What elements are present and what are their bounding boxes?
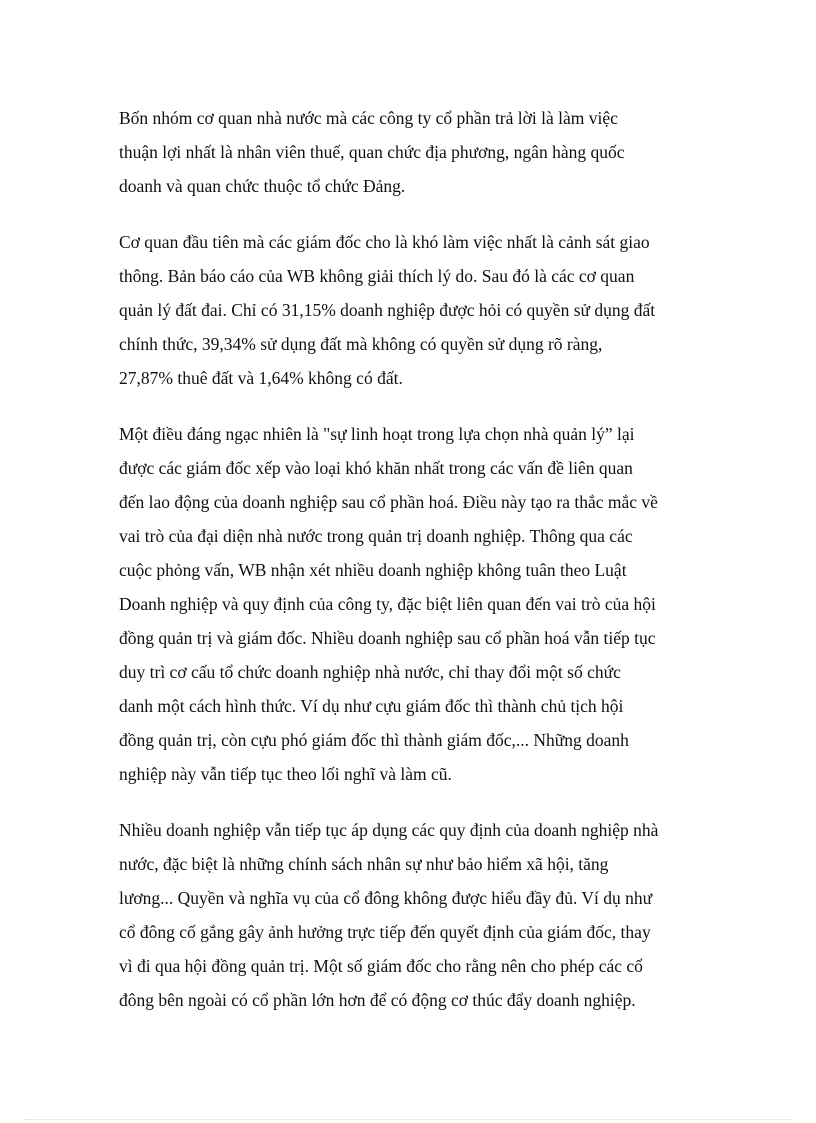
text-line: thông. Bản báo cáo của WB không giải thích lý do. Sau đó là các cơ quan bbox=[119, 266, 635, 286]
text-line: chính thức, 39,34% sử dụng đất mà không có quyền sử dụng rõ ràng, bbox=[119, 334, 603, 354]
text-line: quản lý đất đai. Chỉ có 31,15% doanh nghiệp được hỏi có quyền sử dụng đất bbox=[119, 300, 656, 320]
paragraph-1 bbox=[119, 101, 699, 203]
text-line: lương... Quyền và nghĩa vụ của cổ đông không được hiểu đầy đủ. Ví dụ như bbox=[119, 888, 653, 908]
text-line: Một điều đáng ngạc nhiên là "sự linh hoạt trong lựa chọn nhà quản lý” lại bbox=[119, 424, 635, 444]
text-line: doanh và quan chức thuộc tổ chức Đảng. bbox=[119, 176, 406, 196]
text-line: Cơ quan đầu tiên mà các giám đốc cho là khó làm việc nhất là cảnh sát giao bbox=[119, 232, 650, 252]
text-line: danh một cách hình thức. Ví dụ như cựu giám đốc thì thành chủ tịch hội bbox=[119, 696, 624, 716]
text-line: 27,87% thuê đất và 1,64% không có đất. bbox=[119, 368, 403, 388]
text-line: cổ đông cố gắng gây ảnh hưởng trực tiếp đến quyết định của giám đốc, thay bbox=[119, 922, 651, 942]
text-line: duy trì cơ cấu tổ chức doanh nghiệp nhà nước, chỉ thay đổi một số chức bbox=[119, 662, 621, 682]
text-line: nước, đặc biệt là những chính sách nhân sự như bảo hiểm xã hội, tăng bbox=[119, 854, 609, 874]
text-line: vai trò của đại diện nhà nước trong quản trị doanh nghiệp. Thông qua các bbox=[119, 526, 633, 546]
text-line: Doanh nghiệp và quy định của công ty, đặc biệt liên quan đến vai trò của hội bbox=[119, 594, 656, 614]
text-line: được các giám đốc xếp vào loại khó khăn nhất trong các vấn đề liên quan bbox=[119, 458, 633, 478]
text-line: đến lao động của doanh nghiệp sau cổ phần hoá. Điều này tạo ra thắc mắc về bbox=[119, 492, 658, 512]
text-line: thuận lợi nhất là nhân viên thuế, quan chức địa phương, ngân hàng quốc bbox=[119, 142, 625, 162]
text-line: đồng quản trị và giám đốc. Nhiều doanh nghiệp sau cổ phần hoá vẫn tiếp tục bbox=[119, 628, 656, 648]
text-line: Nhiều doanh nghiệp vẫn tiếp tục áp dụng các quy định của doanh nghiệp nhà bbox=[119, 820, 659, 840]
page-bottom-divider bbox=[24, 1119, 792, 1120]
paragraph-3 bbox=[119, 417, 699, 791]
text-line: nghiệp này vẫn tiếp tục theo lối nghĩ và làm cũ. bbox=[119, 764, 452, 784]
text-line: đông bên ngoài có cổ phần lớn hơn để có động cơ thúc đẩy doanh nghiệp. bbox=[119, 990, 636, 1010]
document-body bbox=[119, 101, 699, 1039]
text-line: vì đi qua hội đồng quản trị. Một số giám đốc cho rằng nên cho phép các cổ bbox=[119, 956, 643, 976]
text-line: cuộc phỏng vấn, WB nhận xét nhiều doanh nghiệp không tuân theo Luật bbox=[119, 560, 627, 580]
paragraph-2 bbox=[119, 225, 699, 395]
text-line: đồng quản trị, còn cựu phó giám đốc thì thành giám đốc,... Những doanh bbox=[119, 730, 629, 750]
text-line: Bốn nhóm cơ quan nhà nước mà các công ty cổ phần trả lời là làm việc bbox=[119, 108, 618, 128]
paragraph-4 bbox=[119, 813, 699, 1017]
